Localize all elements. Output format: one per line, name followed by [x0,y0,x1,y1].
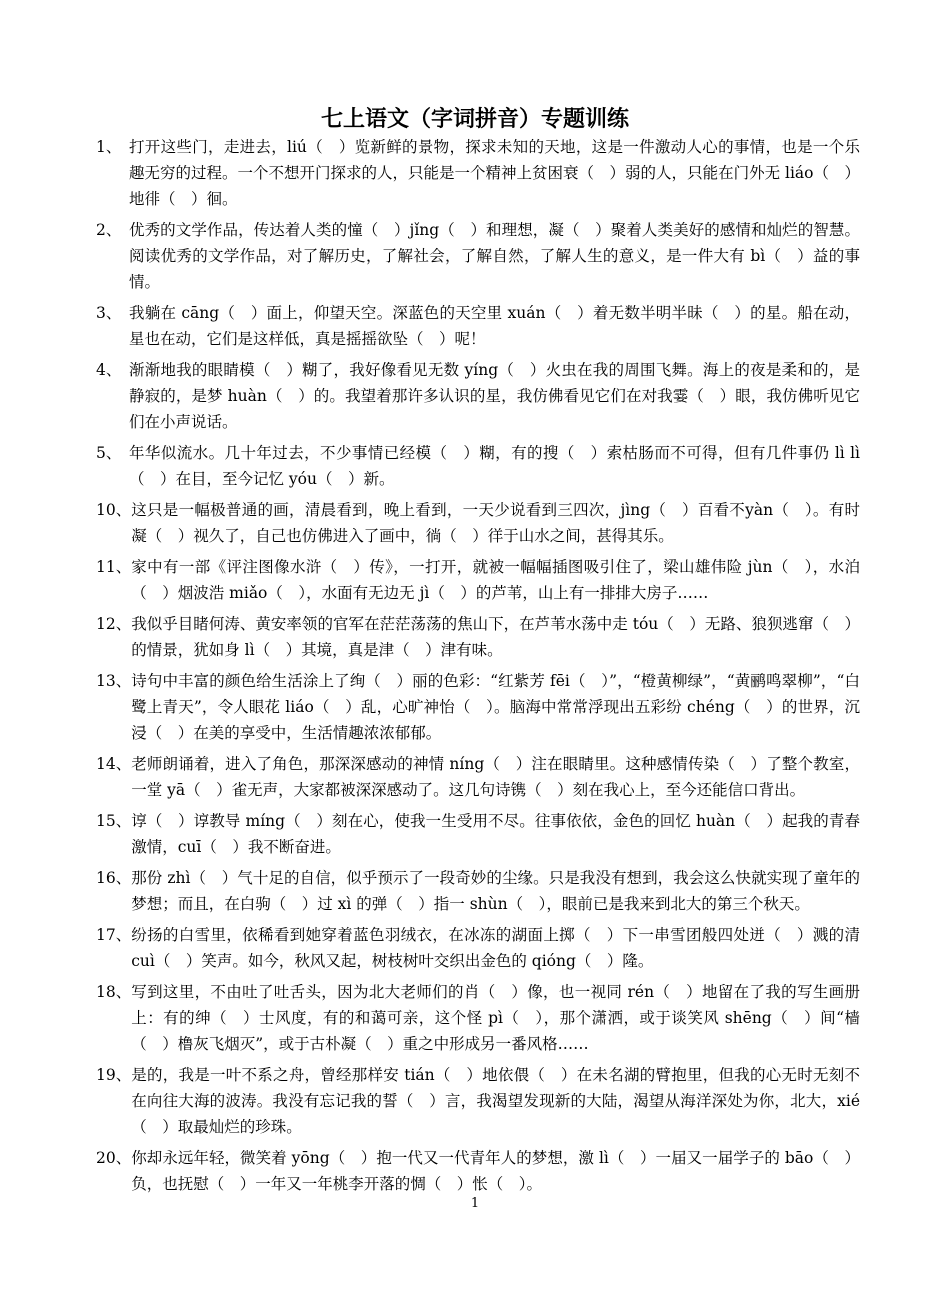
item-number: 19、 [96,1066,132,1084]
item-text: 年华似流水。几十年过去，不少事情已经模（ ）糊，有的搜（ ）索枯肠而不可得，但有几件事仍 lì lì（ ）在目，至今记忆 yóu（ ）新。 [129,444,860,488]
item-number: 13、 [96,672,132,690]
item-text: 老师朗诵着，进入了角色，那深深感动的神情 níng（ ）注在眼睛里。这种感情传染（ ）了整个教室，一堂 yā（ ）雀无声，大家都被深深感动了。这几句诗镌（ ）刻在我心上，至今还能信口背出。 [131,755,860,799]
item-number: 12、 [96,615,132,633]
exercise-item [96,1145,860,1197]
item-number: 1、 [96,138,122,156]
exercise-item [96,554,860,606]
item-number: 11、 [96,558,132,576]
item-number: 14、 [96,755,132,773]
item-text: 我似乎目睹何涛、黄安率领的官军在茫茫荡荡的焦山下，在芦苇水荡中走 tóu（ ）无路、狼狈逃窜（ ）的情景，犹如身 lì（ ）其境，真是津（ ）津有味。 [131,615,860,659]
exercise-item [96,922,860,974]
item-number: 3、 [96,304,122,322]
item-text: 是的，我是一叶不系之舟，曾经那样安 tián（ ）地依偎（ ）在未名湖的臂抱里，但我的心无时无刻不在向往大海的波涛。我没有忘记我的誓（ ）言，我渴望发现新的大陆，渴望从海洋深处为你，北大，xié（ ）取最灿烂的珍珠。 [131,1066,860,1136]
item-text: 谆（ ）谆教导 míng（ ）刻在心，使我一生受用不尽。往事依依，金色的回忆 huàn（ ）起我的青春激情，cuī（ ）我不断奋进。 [131,812,860,856]
item-text: 那份 zhì（ ）气十足的自信，似乎预示了一段奇妙的尘缘。只是我没有想到，我会这么快就实现了童年的梦想；而且，在白驹（ ）过 xì 的弹（ ）指一 shùn（ ），眼前已是我来到北大的第三个秋天。 [131,869,860,913]
item-text: 这只是一幅极普通的画，清晨看到，晚上看到，一天少说看到三四次，jìng（ ）百看不yàn（ ）。有时凝（ ）视久了，自己也仿佛进入了画中，徜（ ）徉于山水之间，甚得其乐。 [131,501,860,545]
item-number: 17、 [96,926,132,944]
item-number: 10、 [96,501,132,519]
document-title: 七上语文（字词拼音）专题训练 [320,106,629,132]
item-text: 渐渐地我的眼睛模（ ）糊了，我好像看见无数 yíng（ ）火虫在我的周围飞舞。海上的夜是柔和的，是静寂的，是梦 huàn（ ）的。我望着那许多认识的星，我仿佛看见它们在对我霎（ ）眼，我仿佛听见它们在小声说话。 [129,361,860,431]
item-number: 20、 [96,1149,132,1167]
exercise-list [96,134,860,1202]
exercise-item [96,668,860,746]
exercise-item [96,497,860,549]
item-text: 家中有一部《评注图像水浒（ ）传》，一打开，就被一幅幅插图吸引住了，梁山雄伟险 jùn（ ），水泊（ ）烟波浩 miǎo（ ），水面有无边无 jì（ ）的芦苇，山上有一排排大房子…… [131,558,860,602]
exercise-item [96,1062,860,1140]
item-number: 2、 [96,221,122,239]
exercise-item [96,134,860,212]
exercise-item [96,217,860,295]
exercise-item [96,865,860,917]
item-text: 诗句中丰富的颜色给生活涂上了绚（ ）丽的色彩：“红紫芳 fēi（ ）”，“橙黄柳绿”，“黄鹂鸣翠柳”，“白鹭上青天”，令人眼花 liáo（ ）乱，心旷神怡（ ）。脑海中常常浮现出五彩纷 chéng（ ）的世界，沉浸（ ）在美的享受中，生活情趣浓浓郁郁。 [131,672,861,742]
item-text: 打开这些门，走进去，liú（ ）览新鲜的景物，探求未知的天地，这是一件激动人心的事情，也是一个乐趣无穷的过程。一个不想开门探求的人，只能是一个精神上贫困衰（ ）弱的人，只能在门外无 liáo（ ）地徘（ ）徊。 [129,138,860,208]
item-text: 我躺在 cāng（ ）面上，仰望天空。深蓝色的天空里 xuán（ ）着无数半明半昧（ ）的星。船在动，星也在动，它们是这样低，真是摇摇欲坠（ ）呢！ [129,304,860,348]
exercise-item [96,979,860,1057]
item-number: 16、 [96,869,132,887]
item-text: 你却永远年轻，微笑着 yōng（ ）抱一代又一代青年人的梦想，激 lì（ ）一届又一届学子的 bāo（ ）负，也抚慰（ ）一年又一年桃李开落的惆（ ）怅（ ）。 [131,1149,860,1193]
exercise-item [96,751,860,803]
exercise-item [96,611,860,663]
item-number: 4、 [96,361,122,379]
exercise-item [96,357,860,435]
item-number: 18、 [96,983,132,1001]
item-number: 15、 [96,812,132,830]
exercise-item [96,808,860,860]
item-text: 写到这里，不由吐了吐舌头，因为北大老师们的肖（ ）像，也一视同 rén（ ）地留在了我的写生画册上：有的绅（ ）士风度，有的和蔼可亲，这个怪 pì（ ），那个潇洒，或于谈笑风 shēng（ ）间“樯（ ）橹灰飞烟灭”，或于古朴凝（ ）重之中形成另一番风格…… [131,983,860,1053]
exercise-item [96,440,860,492]
item-text: 纷扬的白雪里，依稀看到她穿着蓝色羽绒衣，在冰冻的湖面上掷（ ）下一串雪团般四处迸（ ）溅的清 cuì（ ）笑声。如今，秋风又起，树枝树叶交织出金色的 qióng（ ）隆。 [131,926,860,970]
exercise-item [96,300,860,352]
item-number: 5、 [96,444,122,462]
item-text: 优秀的文学作品，传达着人类的憧（ ）jǐng（ ）和理想，凝（ ）聚着人类美好的感情和灿烂的智慧。阅读优秀的文学作品，对了解历史，了解社会，了解自然，了解人生的意义，是一件大有 bì（ ）益的事情。 [129,221,860,291]
page-number: 1 [470,1196,480,1211]
